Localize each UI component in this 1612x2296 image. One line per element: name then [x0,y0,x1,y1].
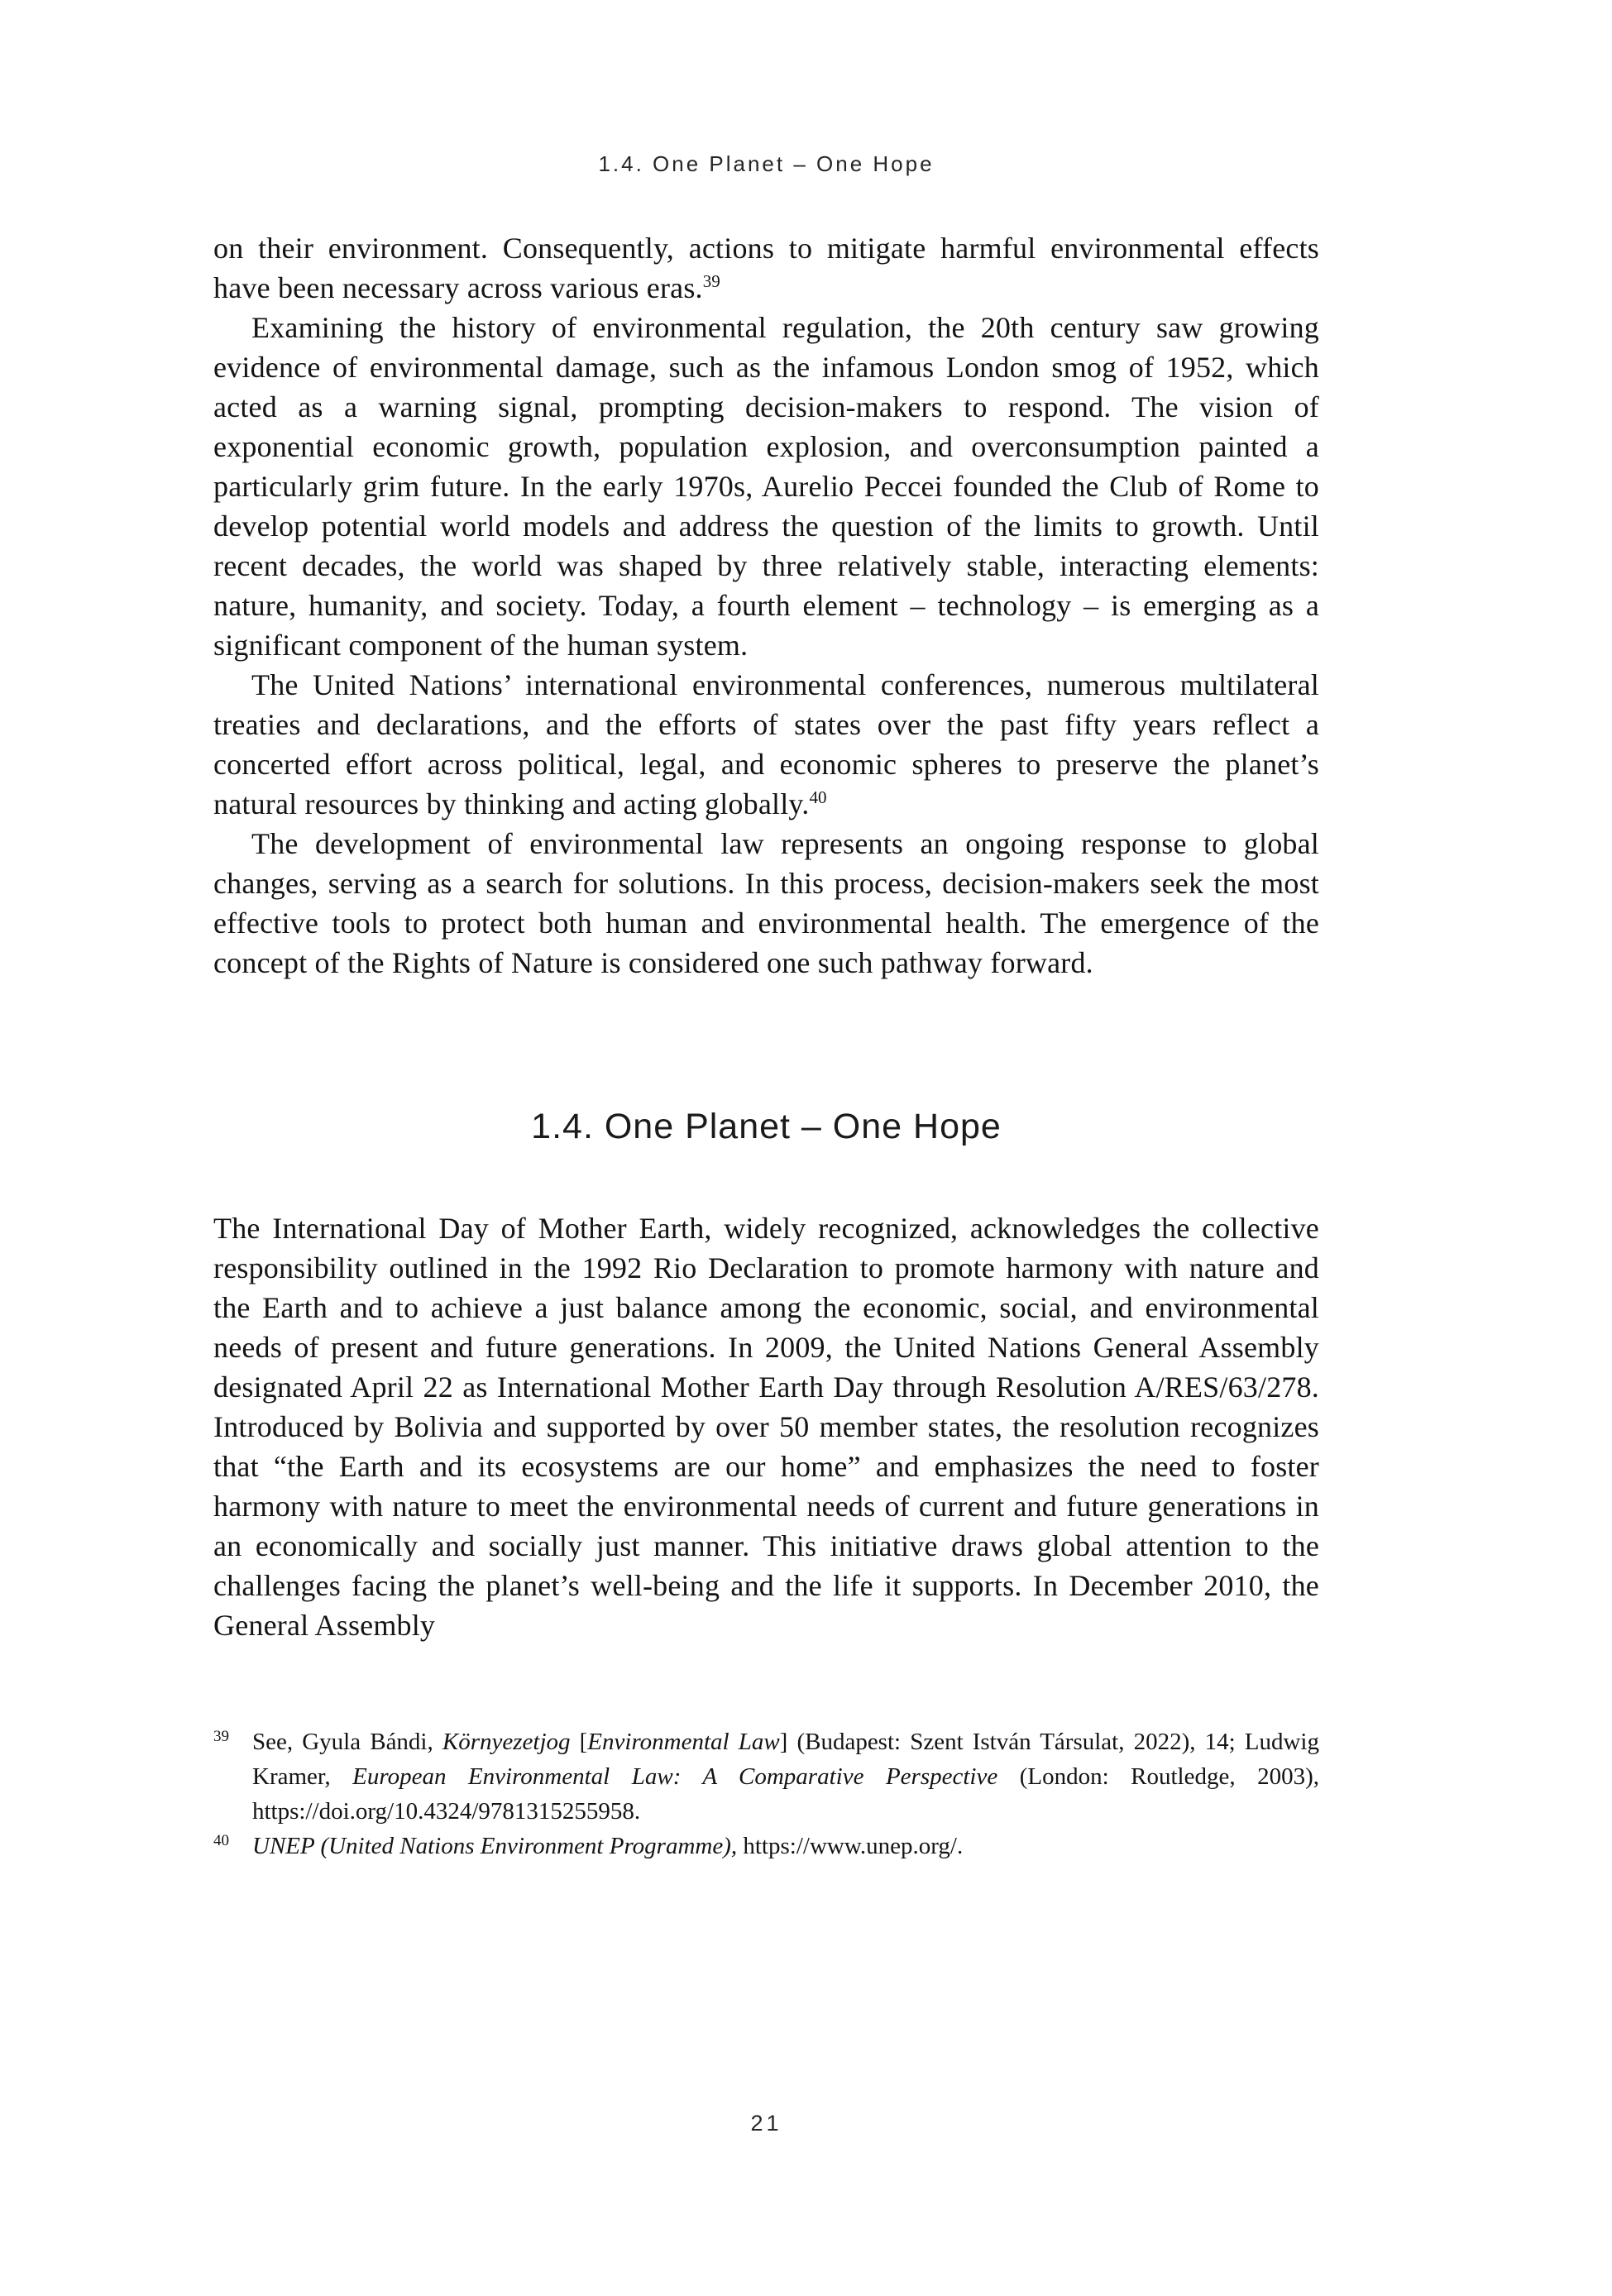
footnote-text: See, Gyula Bándi, Környezetjog [Environmental Law] (Budapest: Szent István Társulat, 2022), 14; Ludwig Kramer, European Environmental Law: A Comparative Perspective (London: Routledge, 2003), https://doi.org/10.4324/9781315255958. [252,1729,1319,1825]
paragraph: The United Nations’ international environmental conferences, numerous multilateral treaties and declarations, and the efforts of states over the past fifty years reflect a concerted effort across political, legal, and economic spheres to preserve the planet’s natural resources by thinking and acting globally.$^{40}$ [213,668,1319,820]
page-content [213,228,1319,1863]
footnotes [213,1724,1319,1863]
paragraph: The International Day of Mother Earth, widely recognized, acknowledges the collective responsibility outlined in the 1992 Rio Declaration to promote harmony with nature and the Earth and to achieve a just balance among the economic, social, and environmental needs of present and future generations. In 2009, the United Nations General Assembly designated April 22 as International Mother Earth Day through Resolution A/RES/63/278. Introduced by Bolivia and supported by over 50 member states, the resolution recognizes that “the Earth and its ecosystems are our home” and emphasizes the need to foster harmony with nature to meet the environmental needs of current and future generations in an economically and socially just manner. This initiative draws global attention to the challenges facing the planet’s well-being and the life it supports. In December 2010, the General Assembly [213,1212,1319,1642]
paragraph: Examining the history of environmental regulation, the 20th century saw growing evidence of environmental damage, such as the infamous London smog of 1952, which acted as a warning signal, prompting decision-makers to respond. The vision of exponential economic growth, population explosion, and overconsumption painted a particularly grim future. In the early 1970s, Aurelio Peccei founded the Club of Rome to develop potential world models and address the question of the limits to growth. Until recent decades, the world was shaped by three relatively stable, interacting elements: nature, humanity, and society. Today, a fourth element – technology – is emerging as a significant component of the human system. [213,311,1319,662]
section-heading: 1.4. One Planet – One Hope [531,1107,1002,1146]
footnote-marker: 40 [213,1832,229,1849]
page-number: 21 [750,2111,782,2136]
paragraph: The development of environmental law represents an ongoing response to global changes, serving as a search for solutions. In this process, decision-makers seek the most effective tools to protect both human and environmental health. The emergence of the concept of the Rights of Nature is considered one such pathway forward. [213,827,1319,979]
footnote-marker: 39 [213,1728,229,1745]
paragraph: on their environment. Consequently, actions to mitigate harmful environmental effects have been necessary across various eras.$^{39}$ [213,232,1319,304]
footnote-text: UNEP (United Nations Environment Programme), https://www.unep.org/. [252,1833,964,1859]
footnote [213,1829,1319,1863]
running-header: 1.4. One Planet – One Hope [598,151,935,176]
footnote [213,1724,1319,1829]
